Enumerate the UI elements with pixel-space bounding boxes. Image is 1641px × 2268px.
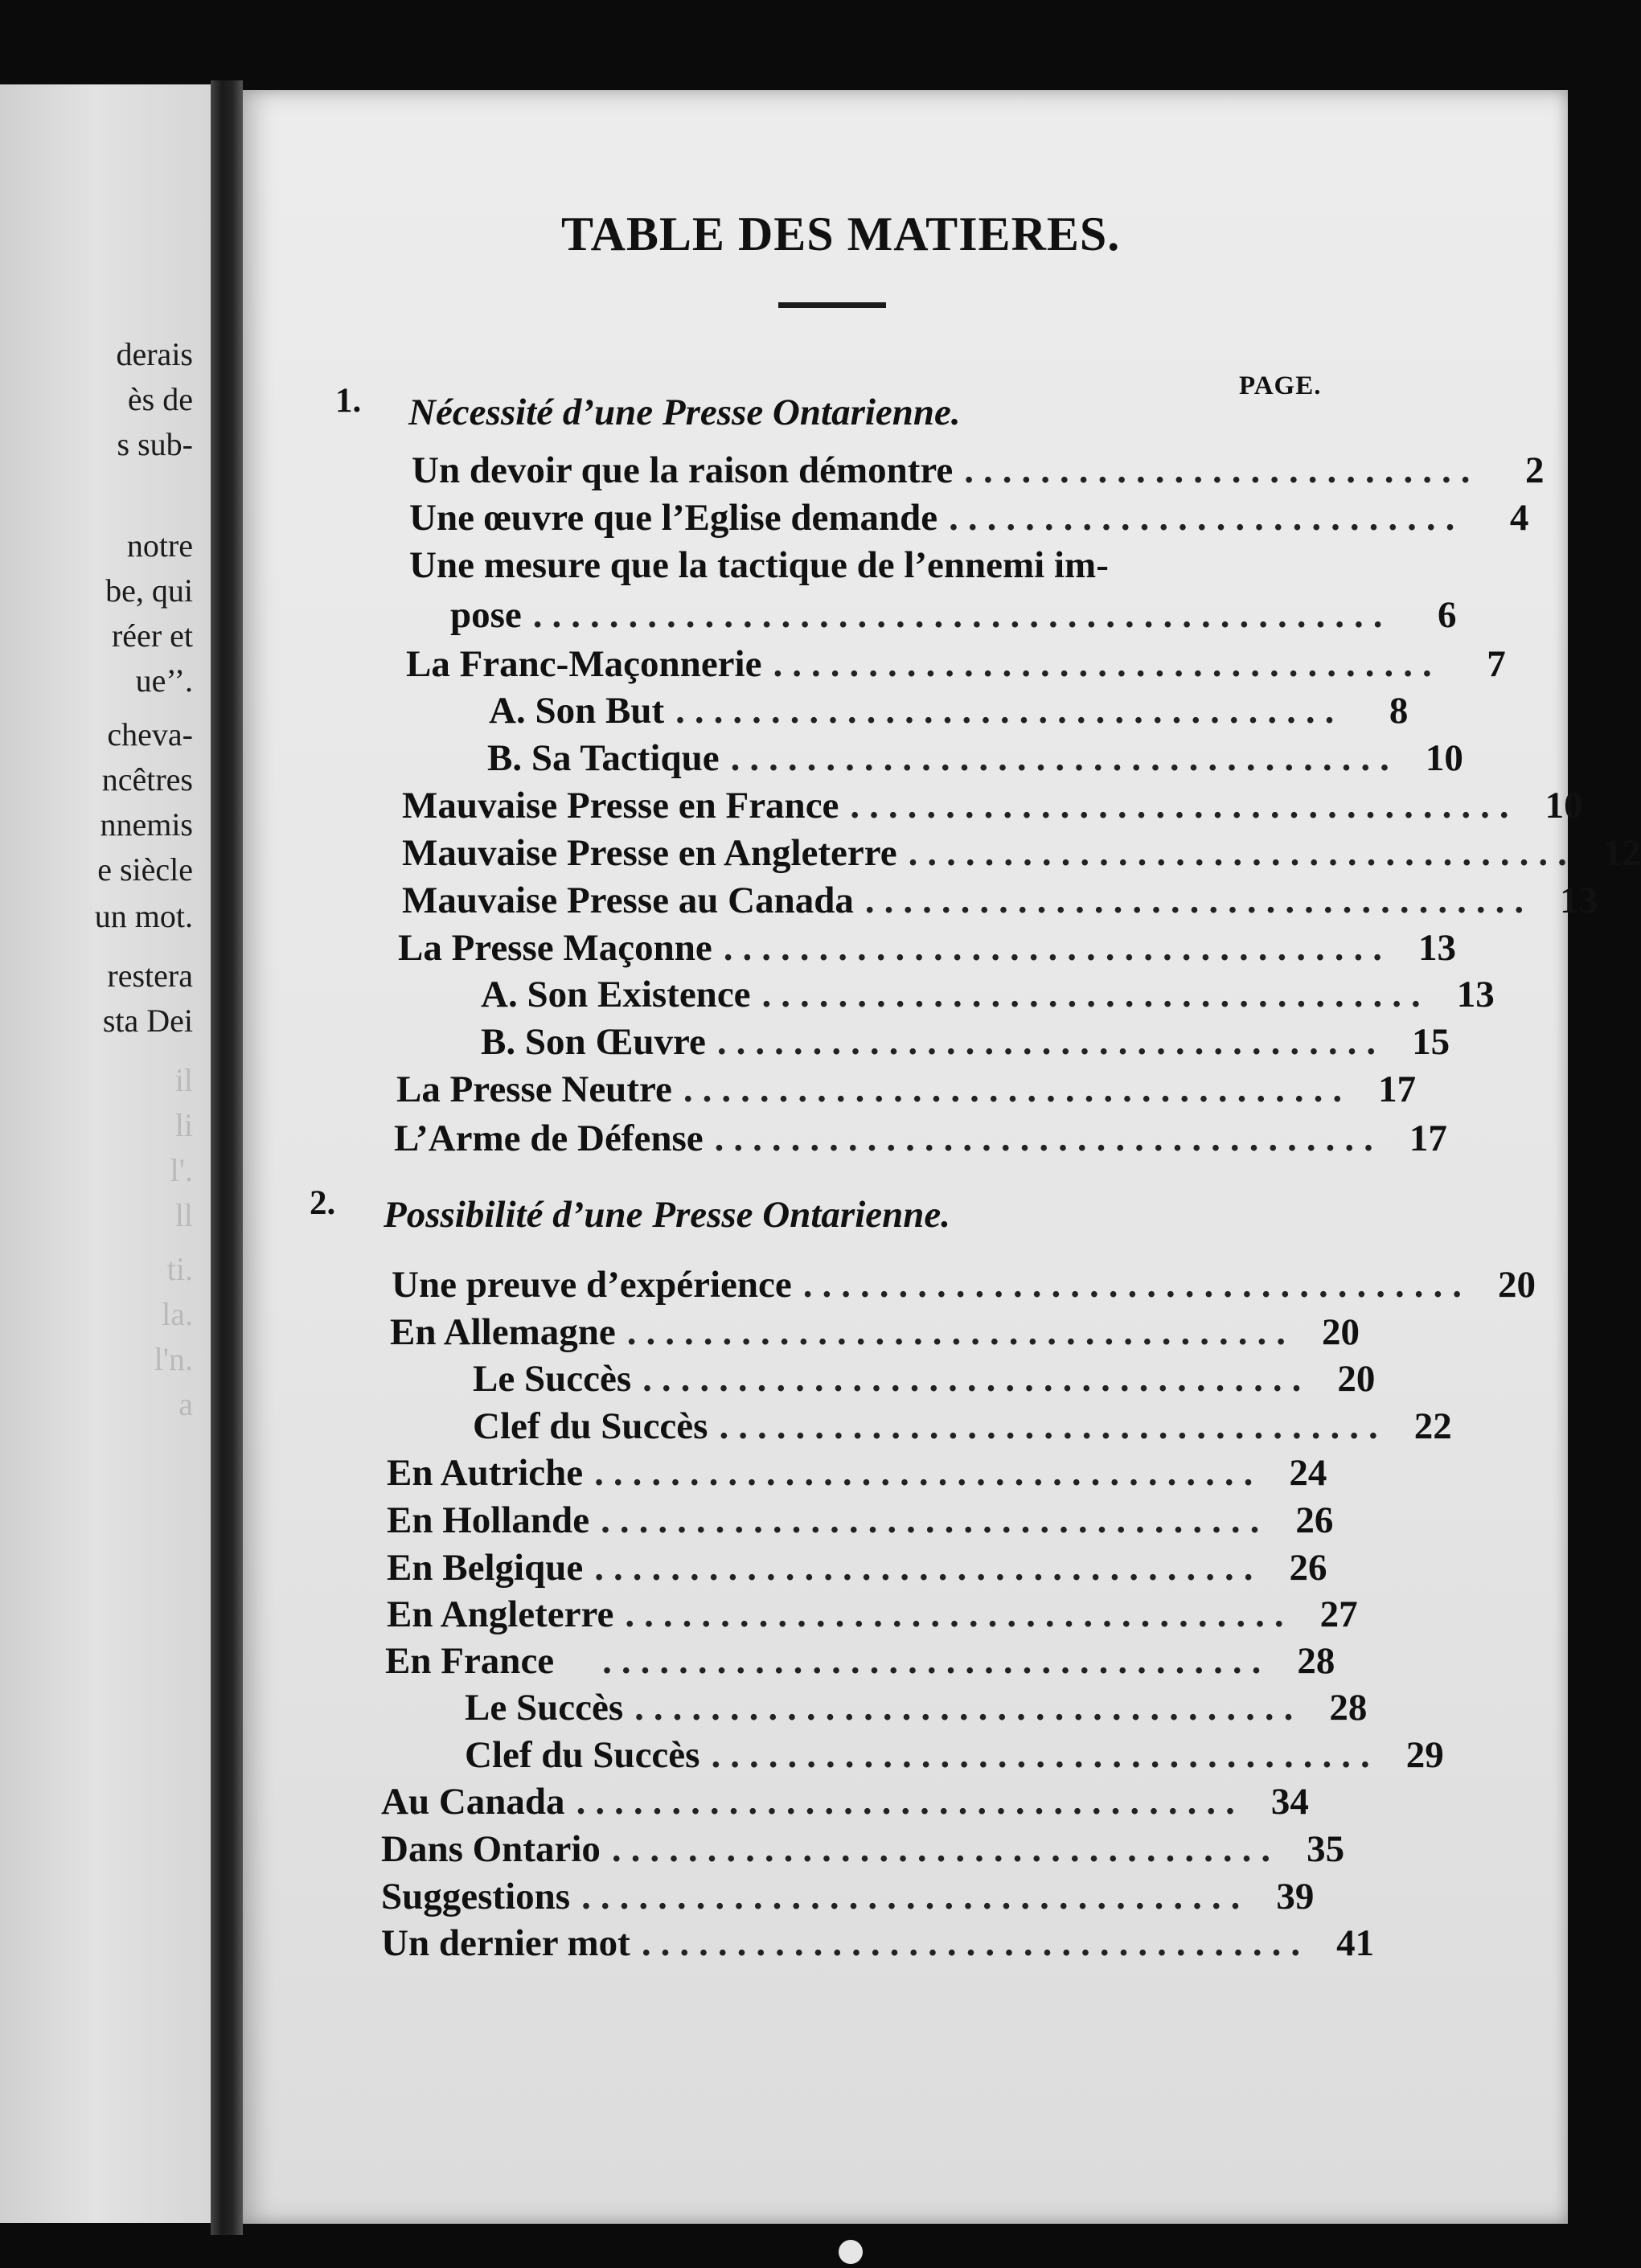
toc-entry[interactable] xyxy=(465,1686,1368,1734)
dot-leader: ................................... xyxy=(761,974,1430,1015)
toc-entry-page: 20 xyxy=(1321,1311,1360,1353)
toc-entry-label: Une mesure que la tactique de l’ennemi im- xyxy=(409,544,1109,586)
bleed-through-line: a xyxy=(178,1386,193,1422)
toc-entry[interactable] xyxy=(381,1780,1309,1828)
dot-leader: ................................... xyxy=(641,1922,1311,1964)
toc-entry-page: 29 xyxy=(1405,1734,1444,1776)
toc-entry[interactable] xyxy=(489,689,1409,737)
toc-entry-label: En Hollande xyxy=(387,1499,590,1541)
dot-leader: ................................... xyxy=(634,1687,1303,1729)
toc-entry-page: 41 xyxy=(1336,1922,1375,1964)
toc-entry-label: En France xyxy=(385,1640,555,1682)
dot-leader: ................................... xyxy=(802,1264,1471,1306)
dot-leader: ................................... xyxy=(716,1021,1386,1063)
toc-entry-label: Clef du Succès xyxy=(465,1734,700,1776)
dot-leader: ................................... xyxy=(714,1118,1383,1159)
dot-leader: ............................................. xyxy=(532,594,1393,636)
toc-entry-label: Un devoir que la raison démontre xyxy=(412,449,954,491)
toc-entry-page: 22 xyxy=(1413,1405,1452,1447)
toc-entry[interactable] xyxy=(481,973,1495,1021)
page-title: TABLE DES MATIERES. xyxy=(561,207,1121,260)
dot-leader: ................................... xyxy=(908,832,1577,874)
toc-entry[interactable] xyxy=(398,926,1456,974)
toc-entry-label: Le Succès xyxy=(465,1687,624,1729)
toc-entry-page: 34 xyxy=(1270,1781,1309,1823)
toc-entry-page: 28 xyxy=(1297,1640,1335,1682)
toc-entry-page: 15 xyxy=(1412,1021,1450,1063)
bleed-through-line: ti. xyxy=(166,1251,193,1287)
facing-page-line: notre xyxy=(126,527,193,564)
toc-entry-label: Le Succès xyxy=(473,1358,632,1400)
dot-leader: ................................... xyxy=(773,643,1442,685)
facing-page xyxy=(0,84,211,2223)
toc-entry[interactable] xyxy=(381,1875,1315,1923)
dot-leader: ................................... xyxy=(730,737,1399,779)
toc-entry-label: La Presse Maçonne xyxy=(398,927,712,969)
dot-leader: ................................... xyxy=(723,927,1392,969)
title-rule xyxy=(778,302,886,308)
toc-entry-page: 4 xyxy=(1509,497,1529,539)
toc-entry-label: pose xyxy=(450,594,522,636)
bleed-through-line: ll xyxy=(174,1197,193,1233)
toc-entry[interactable] xyxy=(387,1593,1358,1641)
dot-leader: ................................... xyxy=(711,1734,1380,1776)
toc-entry-page: 13 xyxy=(1560,880,1598,921)
toc-entry-label: Clef du Succès xyxy=(473,1405,708,1447)
toc-entry-label: Au Canada xyxy=(381,1781,565,1823)
toc-entry[interactable] xyxy=(402,879,1598,927)
dot-leader: ................................... xyxy=(719,1405,1388,1447)
toc-entry-label: Mauvaise Presse en Angleterre xyxy=(402,832,897,874)
toc-entry[interactable] xyxy=(385,1639,1335,1688)
toc-entry-page: 10 xyxy=(1545,785,1583,826)
page-column-header: PAGE. xyxy=(1239,371,1322,400)
toc-entry[interactable] xyxy=(394,1117,1447,1165)
toc-entry[interactable] xyxy=(390,1310,1360,1359)
toc-entry[interactable] xyxy=(450,593,1457,642)
facing-page-line: cheva- xyxy=(107,716,193,753)
dot-leader: ................................... xyxy=(602,1640,1271,1682)
toc-entry-page: 20 xyxy=(1498,1264,1536,1306)
facing-page-line: ès de xyxy=(127,381,193,417)
dot-leader: ........................... xyxy=(949,497,1465,539)
toc-entry-page: 8 xyxy=(1389,690,1409,732)
dot-leader: ................................... xyxy=(594,1547,1263,1589)
toc-entry[interactable] xyxy=(381,1827,1345,1876)
toc-entry-page: 6 xyxy=(1438,594,1457,636)
dot-leader: ................................... xyxy=(611,1828,1281,1870)
facing-page-line: nnemis xyxy=(100,806,193,843)
bleed-through-line: l'. xyxy=(170,1152,193,1188)
book-gutter xyxy=(211,80,243,2235)
toc-entry-label: Une œuvre que l’Eglise demande xyxy=(409,497,938,539)
toc-entry[interactable] xyxy=(409,543,1253,592)
toc-entry-page: 24 xyxy=(1289,1452,1327,1494)
toc-entry-label: En Allemagne xyxy=(390,1311,616,1353)
toc-entry-label: La Franc-Maçonnerie xyxy=(406,643,762,685)
bleed-through-line: l'n. xyxy=(154,1341,193,1377)
toc-entry-label: Une preuve d’expérience xyxy=(392,1264,792,1306)
toc-entry-page: 26 xyxy=(1295,1499,1334,1541)
dot-leader: ................................... xyxy=(581,1876,1250,1917)
toc-entry[interactable] xyxy=(392,1263,1536,1311)
facing-page-line: s sub- xyxy=(117,426,193,462)
section-number: 2. xyxy=(310,1184,336,1222)
toc-entry-label: La Presse Neutre xyxy=(396,1068,672,1110)
toc-entry[interactable] xyxy=(473,1405,1452,1453)
toc-entry-label: A. Son But xyxy=(489,690,665,732)
dot-leader: ................................... xyxy=(601,1499,1270,1541)
toc-entry[interactable] xyxy=(396,1068,1417,1116)
toc-entry[interactable] xyxy=(481,1020,1450,1068)
toc-entry-page: 27 xyxy=(1319,1593,1358,1635)
bleed-through-line: la. xyxy=(162,1296,193,1332)
toc-entry-page: 13 xyxy=(1417,927,1456,969)
toc-entry-page: 26 xyxy=(1289,1547,1327,1589)
section-number: 1. xyxy=(335,382,362,420)
toc-entry-page: 13 xyxy=(1456,974,1495,1015)
toc-entry-page: 28 xyxy=(1329,1687,1368,1729)
toc-entry[interactable] xyxy=(381,1921,1375,1970)
toc-entry-page: 7 xyxy=(1487,643,1506,685)
facing-page-line: e siècle xyxy=(97,851,193,888)
facing-page-line: restera xyxy=(107,958,193,994)
toc-entry-label: En Autriche xyxy=(387,1452,584,1494)
toc-entry[interactable] xyxy=(387,1451,1327,1499)
section-title: Possibilité d’une Presse Ontarienne. xyxy=(384,1194,951,1236)
section-title: Nécessité d’une Presse Ontarienne. xyxy=(408,392,961,433)
facing-page-line: sta Dei xyxy=(102,1003,193,1039)
toc-entry[interactable] xyxy=(487,736,1463,785)
toc-entry-label: En Belgique xyxy=(387,1547,584,1589)
facing-page-line: derais xyxy=(116,336,193,372)
bleed-through-line: li xyxy=(174,1107,193,1143)
toc-entry-label: Dans Ontario xyxy=(381,1828,601,1870)
dot-leader: ................................... xyxy=(625,1593,1294,1635)
facing-page-line: be, qui xyxy=(105,572,193,609)
toc-entry-label: Suggestions xyxy=(381,1876,571,1917)
dot-leader: ................................... xyxy=(576,1781,1245,1823)
toc-entry-label: En Angleterre xyxy=(387,1593,614,1635)
toc-entry[interactable] xyxy=(402,784,1583,832)
toc-entry[interactable] xyxy=(387,1546,1327,1594)
toc-entry-page: 39 xyxy=(1276,1876,1315,1917)
dot-leader: ................................... xyxy=(594,1452,1263,1494)
dot-leader: ................................... xyxy=(642,1358,1311,1400)
toc-entry[interactable] xyxy=(387,1499,1334,1547)
toc-entry-label: A. Son Existence xyxy=(481,974,751,1015)
toc-entry-page: 12 xyxy=(1602,832,1641,874)
dot-leader: ................................... xyxy=(850,785,1519,826)
facing-page-line: un mot. xyxy=(94,898,193,934)
toc-entry-label: Un dernier mot xyxy=(381,1922,630,1964)
facing-page-line: ue’’. xyxy=(135,662,193,699)
toc-entry-label: B. Sa Tactique xyxy=(487,737,720,779)
toc-entry[interactable] xyxy=(412,449,1545,497)
bleed-through-line: il xyxy=(174,1062,193,1098)
facing-page-line: ncêtres xyxy=(101,761,193,798)
toc-entry-page: 35 xyxy=(1307,1828,1345,1870)
toc-entry-page: 2 xyxy=(1525,449,1545,491)
toc-entry[interactable] xyxy=(465,1733,1444,1782)
toc-entry-page: 17 xyxy=(1409,1118,1447,1159)
toc-entry-label: B. Son Œuvre xyxy=(481,1021,706,1063)
toc-entry[interactable] xyxy=(402,831,1641,880)
dot-leader: ................................... xyxy=(683,1068,1352,1110)
toc-entry-page: 17 xyxy=(1378,1068,1417,1110)
toc-entry[interactable] xyxy=(473,1357,1376,1405)
toc-entry-label: Mauvaise Presse en France xyxy=(402,785,839,826)
toc-entry[interactable] xyxy=(406,642,1506,691)
toc-entry[interactable] xyxy=(409,496,1529,544)
dot-leader: ................................... xyxy=(675,690,1344,732)
toc-entry-page: 20 xyxy=(1337,1358,1376,1400)
toc-entry-page: 10 xyxy=(1425,737,1463,779)
toc-entry-label: L’Arme de Défense xyxy=(394,1118,704,1159)
scan-artifact xyxy=(839,2240,863,2264)
dot-leader: ................................... xyxy=(626,1311,1295,1353)
dot-leader: ........................... xyxy=(964,449,1480,491)
facing-page-line: réer et xyxy=(111,617,193,654)
dot-leader: ................................... xyxy=(864,880,1534,921)
toc-entry-label: Mauvaise Presse au Canada xyxy=(402,880,854,921)
